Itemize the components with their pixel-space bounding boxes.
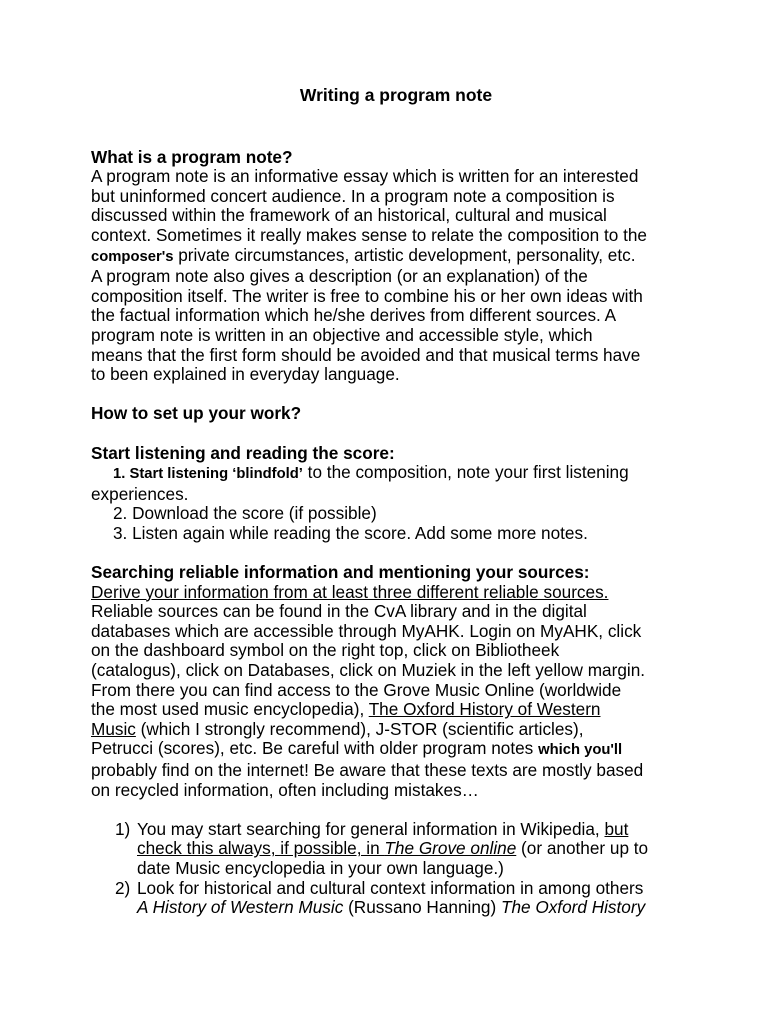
text-line: (catalogus), click on Databases, click on Muziek in the left yellow margin. <box>91 660 646 681</box>
step-2: 2. Download the score (if possible) <box>113 503 377 524</box>
list-item <box>91 820 691 879</box>
text-line: A program note also gives a description (or an explanation) of the <box>91 266 588 287</box>
text-run: (or another up to <box>516 838 649 859</box>
list-item-text: Look for historical and cultural context information in among others <box>137 877 644 898</box>
text-line: composition itself. The writer is free to combine his or her own ideas with <box>91 285 643 306</box>
which-youll: which you'll <box>538 742 623 759</box>
text-run: check this always, if possible, in <box>137 838 385 859</box>
list-item-text <box>137 898 691 918</box>
text-line: From there you can find access to the Grove Music Online (worldwide <box>91 679 622 700</box>
list-number: 1) <box>115 818 131 839</box>
text-line: probably find on the internet! Be aware that these texts are mostly based <box>91 760 644 780</box>
heading-listening: Start listening and reading the score: <box>91 442 395 463</box>
text-line: Reliable sources can be found in the CvA library and in the digital <box>91 601 587 622</box>
numbered-list <box>91 820 691 918</box>
text-line-underlined: Derive your information from at least three different reliable sources. <box>91 581 609 602</box>
list-item-text: date Music encyclopedia in your own language.) <box>137 857 504 878</box>
text-line: means that the first form should be avoided and that musical terms have <box>91 344 641 365</box>
text-run: (Russano Hanning) <box>343 897 501 918</box>
section-what-is <box>91 148 691 385</box>
heading-sources: Searching reliable information and mentioning your sources: <box>91 562 590 583</box>
list-item-text <box>137 820 691 840</box>
step-1-continued: experiences. <box>91 483 189 504</box>
underlined-run <box>137 838 516 858</box>
heading-setup: How to set up your work? <box>91 403 302 424</box>
section-listening <box>91 444 691 544</box>
text-line: context. Sometimes it really makes sense to relate the composition to the <box>91 224 647 245</box>
text-run: to the composition, note your first listening <box>302 462 629 483</box>
text-line: but uninformed concert audience. In a program note a composition is <box>91 185 615 206</box>
list-item <box>91 879 691 918</box>
text-line: program note is written in an objective and accessible style, which <box>91 324 593 345</box>
text-run: private circumstances, artistic development, personality, etc. <box>173 244 636 265</box>
text-line <box>91 720 691 740</box>
list-item-text <box>137 839 691 859</box>
grove-online-ref: The Grove online <box>384 838 517 859</box>
text-line: the factual information which he/she derives from different sources. A <box>91 305 617 326</box>
composers-word: composer's <box>91 248 174 265</box>
book-title: The Oxford History <box>500 897 646 918</box>
step-3: 3. Listen again while reading the score. Add some more notes. <box>113 522 588 543</box>
oxford-history-ref-cont: Music <box>91 718 136 739</box>
text-line: to been explained in everyday language. <box>91 364 400 385</box>
text-run: You may start searching for general information in Wikipedia, <box>137 818 605 839</box>
book-title: A History of Western Music <box>137 897 344 918</box>
text-run: Petrucci (scores), etc. Be careful with older program notes <box>91 738 539 759</box>
step-1 <box>91 463 691 485</box>
text-line: A program note is an informative essay which is written for an interested <box>91 166 639 187</box>
text-line: on recycled information, often including mistakes… <box>91 779 479 800</box>
text-line: databases which are accessible through MyAHK. Login on MyAHK, click <box>91 620 642 641</box>
text-line <box>91 246 691 268</box>
text-run: the most used music encyclopedia), <box>91 699 369 720</box>
section-sources <box>91 563 691 800</box>
text-line <box>91 700 691 720</box>
underlined-run: but <box>604 818 629 839</box>
page-title: Writing a program note <box>299 85 493 105</box>
document-page <box>91 86 691 918</box>
heading-what-is: What is a program note? <box>91 146 293 167</box>
text-run: (which I strongly recommend), J-STOR (scientific articles), <box>135 718 584 739</box>
text-line: discussed within the framework of an historical, cultural and musical <box>91 205 607 226</box>
step-1-lead: 1. Start listening ‘blindfold’ <box>113 466 303 483</box>
list-number: 2) <box>115 877 131 898</box>
text-line <box>91 739 691 761</box>
text-line: on the dashboard symbol on the right top, click on Bibliotheek <box>91 640 560 661</box>
oxford-history-ref: The Oxford History of Western <box>368 699 601 720</box>
